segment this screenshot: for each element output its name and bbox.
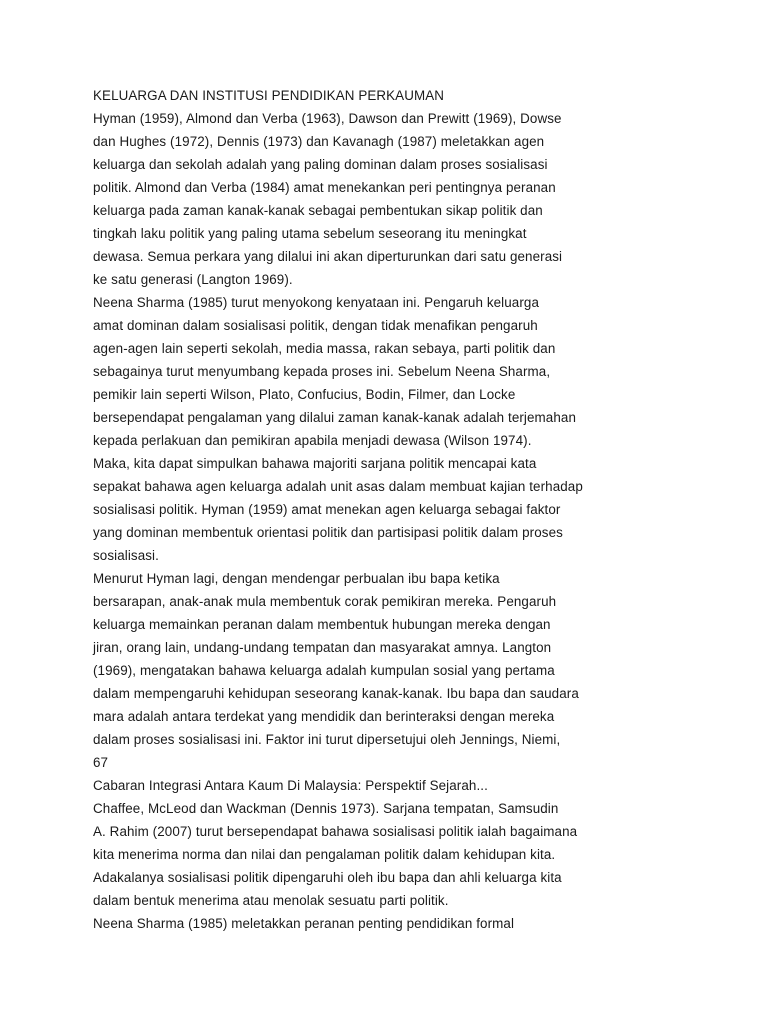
- text-line: keluarga dan sekolah adalah yang paling dominan dalam proses sosialisasi: [93, 157, 548, 172]
- text-line: dalam bentuk menerima atau menolak sesuatu parti politik.: [93, 893, 449, 908]
- text-line: Neena Sharma (1985) meletakkan peranan penting pendidikan formal: [93, 916, 515, 931]
- text-line: bersarapan, anak-anak mula membentuk corak pemikiran mereka. Pengaruh: [93, 594, 557, 609]
- text-line: dan Hughes (1972), Dennis (1973) dan Kavanagh (1987) meletakkan agen: [93, 134, 545, 149]
- text-line: yang dominan membentuk orientasi politik dan partisipasi politik dalam proses: [93, 525, 563, 540]
- text-line: politik. Almond dan Verba (1984) amat menekankan peri pentingnya peranan: [93, 180, 556, 195]
- text-line: kepada perlakuan dan pemikiran apabila menjadi dewasa (Wilson 1974).: [93, 433, 532, 448]
- running-header: Cabaran Integrasi Antara Kaum Di Malaysia: Perspektif Sejarah...: [93, 778, 488, 793]
- text-line: dewasa. Semua perkara yang dilalui ini akan diperturunkan dari satu generasi: [93, 249, 563, 264]
- text-line: Chaffee, McLeod dan Wackman (Dennis 1973). Sarjana tempatan, Samsudin: [93, 801, 559, 816]
- text-line: Maka, kita dapat simpulkan bahawa majoriti sarjana politik mencapai kata: [93, 456, 537, 471]
- text-line: tingkah laku politik yang paling utama sebelum seseorang itu meningkat: [93, 226, 527, 241]
- page-number: 67: [93, 755, 109, 770]
- text-line: (1969), mengatakan bahawa keluarga adalah kumpulan sosial yang pertama: [93, 663, 555, 678]
- text-line: keluarga pada zaman kanak-kanak sebagai pembentukan sikap politik dan: [93, 203, 543, 218]
- text-line: sosialisasi politik. Hyman (1959) amat menekan agen keluarga sebagai faktor: [93, 502, 561, 517]
- text-line: ke satu generasi (Langton 1969).: [93, 272, 293, 287]
- text-line: dalam mempengaruhi kehidupan seseorang kanak-kanak. Ibu bapa dan saudara: [93, 686, 579, 701]
- text-line: sepakat bahawa agen keluarga adalah unit asas dalam membuat kajian terhadap: [93, 479, 583, 494]
- text-line: bersependapat pengalaman yang dilalui zaman kanak-kanak adalah terjemahan: [93, 410, 576, 425]
- text-line: sebagainya turut menyumbang kepada proses ini. Sebelum Neena Sharma,: [93, 364, 551, 379]
- document-body: [93, 84, 733, 935]
- text-line: keluarga memainkan peranan dalam membentuk hubungan mereka dengan: [93, 617, 551, 632]
- text-line: jiran, orang lain, undang-undang tempatan dan masyarakat amnya. Langton: [93, 640, 552, 655]
- text-line: sosialisasi.: [93, 548, 159, 563]
- text-line: Menurut Hyman lagi, dengan mendengar perbualan ibu bapa ketika: [93, 571, 500, 586]
- text-line: Adakalanya sosialisasi politik dipengaruhi oleh ibu bapa dan ahli keluarga kita: [93, 870, 562, 885]
- text-line: kita menerima norma dan nilai dan pengalaman politik dalam kehidupan kita.: [93, 847, 556, 862]
- text-line: amat dominan dalam sosialisasi politik, dengan tidak menafikan pengaruh: [93, 318, 538, 333]
- text-line: agen-agen lain seperti sekolah, media massa, rakan sebaya, parti politik dan: [93, 341, 556, 356]
- text-line: Neena Sharma (1985) turut menyokong kenyataan ini. Pengaruh keluarga: [93, 295, 539, 310]
- text-line: Hyman (1959), Almond dan Verba (1963), Dawson dan Prewitt (1969), Dowse: [93, 111, 562, 126]
- section-heading: KELUARGA DAN INSTITUSI PENDIDIKAN PERKAUMAN: [93, 88, 445, 103]
- text-line: mara adalah antara terdekat yang mendidik dan berinteraksi dengan mereka: [93, 709, 555, 724]
- text-line: pemikir lain seperti Wilson, Plato, Confucius, Bodin, Filmer, dan Locke: [93, 387, 516, 402]
- text-line: dalam proses sosialisasi ini. Faktor ini turut dipersetujui oleh Jennings, Niemi,: [93, 732, 561, 747]
- text-line: A. Rahim (2007) turut bersependapat bahawa sosialisasi politik ialah bagaimana: [93, 824, 578, 839]
